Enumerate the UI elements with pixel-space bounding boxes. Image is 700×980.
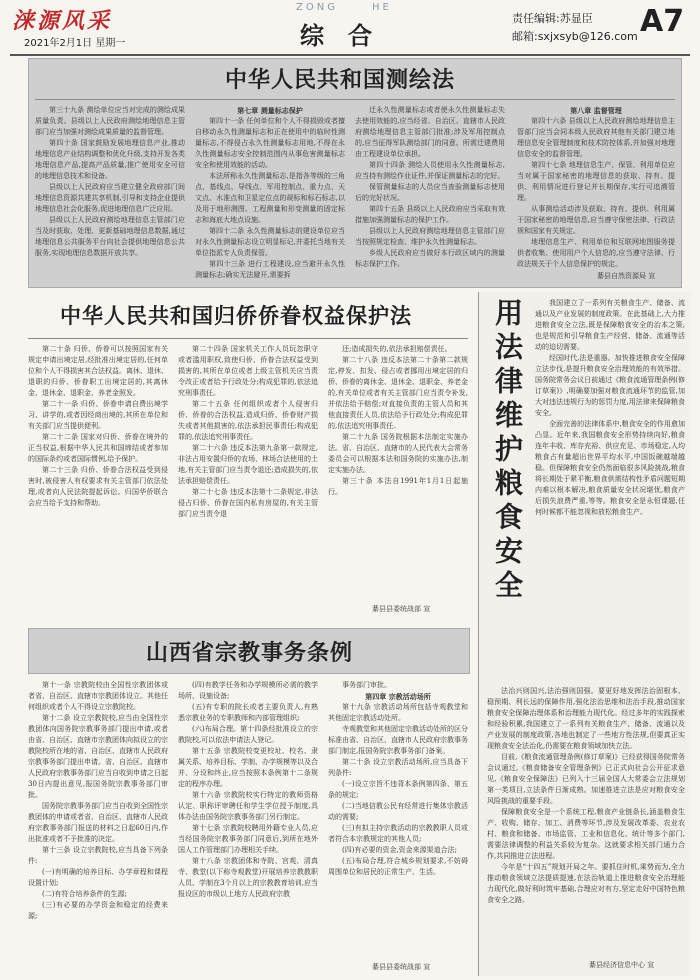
article-title: 中华人民共和国归侨侨眷权益保护法 bbox=[60, 303, 412, 328]
chapter-heading: 第四章 宗教活动场所 bbox=[365, 692, 431, 701]
article-column bbox=[195, 105, 345, 280]
paragraph: 迁永久性测量标志或者使永久性测量标志失去使用效能的,应当经省、自治区、直辖市人民政府测绘地理信息主管部门批准;涉及军用控制点的,应当征得军队测绘部门的同意。所需迁建费用由工程建设单位承担。 bbox=[355, 106, 505, 158]
article-source: 綦县县委统战部 宣 bbox=[372, 963, 431, 971]
article-title: 用法律维护粮食安全 bbox=[491, 298, 524, 604]
article-column bbox=[517, 105, 675, 270]
article-source: 綦县经济信息中心 宣 bbox=[589, 961, 655, 969]
page-number: A7 bbox=[640, 4, 685, 39]
article-column bbox=[178, 344, 318, 614]
article-title: 山西省宗教事务条例 bbox=[146, 640, 354, 666]
paragraph: 地理信息生产、利用单位和互联网地图服务提供者收集、使用用户个人信息的,应当遵守法律、行政法规关于个人信息保护的规定。 bbox=[517, 238, 675, 268]
paragraph: 第四十七条 地理信息生产、保管、利用单位应当对属于国家秘密的地理信息的获取、持有、提供、利用情况进行登记并长期保存,实行可追溯管理。 bbox=[517, 161, 675, 202]
article-column bbox=[328, 680, 468, 952]
paragraph: (二)有符合培养条件的生源; bbox=[42, 890, 127, 898]
paragraph: 第十七条 宗教院校聘用外籍专业人员,应当经国务院宗教事务部门同意后,到所在地外国人工作管理部门办理相关手续。 bbox=[178, 824, 318, 854]
article-column bbox=[35, 105, 185, 280]
masthead-pinyin-right: HE bbox=[372, 2, 392, 13]
paragraph: 第二十条 设立宗教活动场所,应当具备下列条件: bbox=[328, 758, 468, 777]
paragraph: 法治兴则国兴,法治强则国强。要更好地发挥法治固根本、稳预期、利长远的保障作用,强化法治思维和法治手段,推动国家粮食安全保障治理体系和治理能力现代化。经过多年的实践探索和经验积累,我国建立了一系列有关粮食生产、储备、流通以及产业发展的制度政策,各地也制定了一些地方性法规,但要真正实现粮食安全法治化,仍需要在粮食领域加快立法。 bbox=[487, 687, 685, 750]
paragraph: 保障粮食安全是一个系统工程,粮食产业链条长,涵盖粮食生产、收购、储存、加工、消费等环节,涉及发展改革委、农业农村、粮食和储备、市场监管、工业和信息化、统计等多个部门,需要法律调整的利益关系较为复杂。这就要求相关部门通力合作,共同推进立法进程。 bbox=[487, 808, 685, 860]
paragraph: 保管测量标志的人员应当查验测量标志使用后的完好状况。 bbox=[355, 183, 505, 202]
paragraph: 第十三条 设立宗教院校,应当具备下列条件: bbox=[28, 846, 168, 865]
paragraph: 我国建立了一系列有关粮食生产、储备、流通以及产业发展的制度政策。在此基础上,大力推进粮食安全立法,既是保障粮食安全的治本之策,也是规范和引导粮食生产经营、储备、流通等活动的迫切需要。 bbox=[535, 299, 685, 351]
article-column bbox=[535, 298, 685, 678]
paragraph: (一)有明确的培养目标、办学章程和课程设置计划; bbox=[28, 868, 168, 887]
paragraph: 第四十五条 县级以上人民政府应当采取有效措施加强测量标志的保护工作。 bbox=[355, 205, 505, 224]
paragraph: 还;造成损失的,依法承担赔偿责任。 bbox=[342, 345, 452, 353]
paragraph: 第二十七条 违反本法第十二条规定,非法侵占归侨、侨眷在国内私有房屋的,有关主管部门应当责令退 bbox=[178, 488, 318, 518]
article-column bbox=[28, 344, 168, 614]
paragraph: 第二十一条 归侨、侨眷申请自费出境学习、讲学的,或者因经商出境的,其所在单位和有关部门应当提供便利。 bbox=[28, 400, 168, 430]
chapter-heading: 第八章 监督管理 bbox=[570, 106, 622, 115]
paragraph: 第二十九条 国务院根据本法制定实施办法。省、自治区、直辖市的人民代表大会常务委员会可以根据本法和国务院的实施办法,制定实施办法。 bbox=[328, 433, 468, 474]
masthead-rule bbox=[10, 54, 690, 56]
title-rule bbox=[35, 99, 675, 100]
paragraph: 第四十条 国家鼓励发展地理信息产业,推动地理信息产业结构调整和优化升级,支持开发各类地理信息产品,提高产品质量,推广使用安全可信的地理信息技术和设备。 bbox=[35, 139, 185, 180]
article-survey-law bbox=[28, 58, 682, 288]
paragraph: (一)设立宗旨不违背本条例第四条、第五条的规定; bbox=[328, 780, 468, 799]
paragraph: 第二十六条 违反本法第九条第一款规定,非法占用安置归侨的农场、林场合法使用的土地,有关主管部门应当责令退还;造成损失的,依法承担赔偿责任。 bbox=[178, 444, 318, 485]
paragraph: (三)有拟主持宗教活动的宗教教职人员或者符合本宗教规定的其他人员; bbox=[328, 824, 468, 843]
paragraph: 从事测绘活动涉及获取、持有、提供、利用属于国家秘密的地理信息,应当遵守保密法律、行政法规和国家有关规定。 bbox=[517, 205, 675, 235]
paragraph: 第二十二条 国家对归侨、侨眷在境外的正当权益,根据中华人民共和国缔结或者参加的国际条约或者国际惯例,给予保护。 bbox=[28, 433, 168, 463]
paragraph: 县级以上人民政府测绘地理信息主管部门应当按照规定检查、维护永久性测量标志。 bbox=[355, 227, 505, 246]
article-column bbox=[178, 680, 318, 972]
section-title: 综合 bbox=[300, 21, 396, 50]
paragraph: 第二十三条 归侨、侨眷合法权益受到侵害时,被侵害人有权要求有关主管部门依法处理,或者向人民法院提起诉讼。归国华侨联合会应当给予支持和帮助。 bbox=[28, 466, 168, 507]
article-overseas-chinese-law bbox=[28, 290, 468, 620]
paragraph: 第四十六条 县级以上人民政府测绘地理信息主管部门应当会同本级人民政府其他有关部门建立地理信息安全管理制度和技术防控体系,并加强对地理信息安全的监督管理。 bbox=[517, 117, 675, 158]
masthead-logo: 涞源风采 bbox=[12, 8, 113, 34]
article-column bbox=[328, 344, 468, 594]
article-column bbox=[355, 105, 505, 280]
article-source: 綦县县委统战部 宣 bbox=[372, 605, 431, 613]
masthead-pinyin-left: ZONG bbox=[296, 2, 338, 13]
paragraph: 第二十四条 国家机关工作人员玩忽职守或者滥用职权,致使归侨、侨眷合法权益受到损害的,其所在单位或者上级主管机关应当责令改正或者给予行政处分;构成犯罪的,依法追究刑事责任。 bbox=[178, 345, 318, 397]
paragraph: 县级以上人民政府测绘地理信息主管部门应当及时获取、处理、更新基础地理信息数据,通过地理信息公共服务平台向社会提供地理信息公共服务,实现地理信息数据开放共享。 bbox=[35, 216, 185, 257]
paragraph: 第十六条 宗教院校实行特定的教师资格认定、职称评审聘任和学生学位授予制度,具体办法由国务院宗教事务部门另行制定。 bbox=[178, 791, 318, 821]
paragraph: 事务部门审批。 bbox=[342, 681, 391, 689]
paragraph: 第三十九条 测绘单位应当对完成的测绘成果质量负责。县级以上人民政府测绘地理信息主管部门应当加强对测绘成果质量的监督管理。 bbox=[35, 106, 185, 136]
editor-email: 邮箱:sxjxsyb@126.com bbox=[512, 30, 638, 43]
paragraph: 今年是“十四五”规划开局之年。要抓住时机,乘势而为,全力推动粮食领域立法提质提速,在法治轨道上推进粮食安全治理能力现代化,做好利时筑牢基础,合理应对有方,坚定走好中国特色粮食安全之路。 bbox=[487, 863, 685, 904]
paragraph: 第十一条 宗教院校由全国性宗教团体或者省、自治区、直辖市宗教团体设立。其他任何组织或者个人不得设立宗教院校。 bbox=[28, 681, 168, 711]
paragraph: 第十二条 设立宗教院校,应当由全国性宗教团体向国务院宗教事务部门提出申请,或者由省、自治区、直辖市宗教团体向拟设立的宗教院校所在地的省、自治区、直辖市人民政府宗教事务部门提出申请。省、自治区、直辖市人民政府宗教事务部门应当自收到申请之日起30日内提出意见,报国务院宗教事务部门审批。 bbox=[28, 714, 168, 799]
paragraph: 县级以上人民政府应当建立健全政府部门间地理信息资源共建共享机制,引导和支持企业提供地理信息社会化服务,促进地理信息广泛应用。 bbox=[35, 183, 185, 213]
paragraph: 第四十四条 测绘人员使用永久性测量标志,应当持有测绘作业证件,并保证测量标志的完好。 bbox=[355, 161, 505, 180]
paragraph: 国务院宗教事务部门应当自收到全国性宗教团体的申请或者省、自治区、直辖市人民政府宗教事务部门报送的材料之日起60日内,作出批准或者不予批准的决定。 bbox=[28, 802, 168, 843]
paragraph: 第二十八条 违反本法第二十条第二款规定,停发、扣发、侵占或者挪用出境定居的归侨、侨眷的离休金、退休金、退职金、养老金的,有关单位或者有关主管部门应当责令补发,并依法给予赔偿;对直接负责的主管人员和其他直接责任人员,依法给予行政处分;构成犯罪的,依法追究刑事责任。 bbox=[328, 356, 468, 430]
paragraph: 第十九条 宗教活动场所包括寺观教堂和其他固定宗教活动处所。 bbox=[328, 703, 468, 722]
article-food-security bbox=[478, 292, 691, 976]
paragraph: 第十八条 宗教团体和寺院、宫观、清真寺、教堂(以下称寺观教堂)开展培养宗教教职人员、学制在3个月以上的宗教教育培训,应当报设区的市级以上地方人民政府宗教 bbox=[178, 857, 318, 898]
paragraph: 经国时代,法是重器。加快推进粮食安全保障立法步伐,是提升粮食安全治理效能的有效举措。国务院常务会议日前通过《粮食流通管理条例(修订草案)》,明确要加强对粮食流通环节的监管,加大对违法违规行为的惩罚力度,用法律来保障粮食安全。 bbox=[535, 354, 685, 417]
paragraph: 寺观教堂和其他固定宗教活动处所的区分标准由省、自治区、直辖市人民政府宗教事务部门制定,报国务院宗教事务部门备案。 bbox=[328, 725, 468, 755]
title-rule bbox=[28, 338, 468, 339]
paragraph: (五)布局合理,符合城乡规划要求,不妨碍周围单位和居民的正常生产、生活。 bbox=[328, 857, 468, 876]
paragraph: 第二十五条 任何组织或者个人侵害归侨、侨眷的合法权益,造成归侨、侨眷财产损失或者其他损害的,依法承担民事责任;构成犯罪的,依法追究刑事责任。 bbox=[178, 400, 318, 441]
paragraph: 第十五条 宗教院校变更校址、校名、隶属关系、培养目标、学制、办学规模等以及合并、分设和终止,应当按照本条例第十二条规定的程序办理。 bbox=[178, 747, 318, 788]
paragraph: 第三十条 本法自1991年1月1日起施行。 bbox=[328, 477, 468, 496]
paragraph: 第四十二条 永久性测量标志的建设单位应当对永久性测量标志设立明显标记,并委托当地有关单位指派专人负责保管。 bbox=[195, 227, 345, 257]
paragraph: 第二十条 归侨、侨眷可以按照国家有关规定申请出境定居,经批准出境定居的,任何单位和个人不得损害其合法权益。离休、退休、退职的归侨、侨眷职工出境定居的,其离休金、退休金、退职金、养老金照发。 bbox=[28, 345, 168, 397]
paragraph: (四)有教学任务和办学规模所必需的教学场所、设施设备; bbox=[178, 681, 318, 700]
editor-credit: 责任编辑:苏显臣 bbox=[512, 12, 593, 25]
paragraph: 乡级人民政府应当做好本行政区域内的测量标志保护工作。 bbox=[355, 249, 505, 268]
paragraph: 第四十一条 任何单位和个人不得损毁或者擅自移动永久性测量标志和正在使用中的临时性测量标志,不得侵占永久性测量标志用地,不得在永久性测量标志安全控制范围内从事危害测量标志安全和使用效能的活动。 bbox=[195, 117, 345, 169]
article-religious-affairs bbox=[28, 628, 468, 978]
paragraph: 目前,《粮食流通管理条例(修订草案)》已经获得国务院常务会议通过,《粮食储备安全管理条例》已正式向社会公开征求意见,《粮食安全保障法》已列入十三届全国人大常委会立法规划第一类项目,立法条件日渐成熟。加速推进立法是应对粮食安全风险挑战的重要手段。 bbox=[487, 753, 685, 805]
chapter-heading: 第七章 测量标志保护 bbox=[237, 106, 303, 115]
article-title: 中华人民共和国测绘法 bbox=[225, 67, 456, 93]
masthead-date: 2021年2月1日 星期一 bbox=[24, 38, 126, 49]
article-column bbox=[487, 686, 685, 956]
article-column bbox=[28, 680, 168, 972]
paragraph: 本法所称永久性测量标志,是指各等级的三角点、基线点、导线点、军用控制点、重力点、天文点、水准点和卫星定位点的觇标和标石标志,以及用于地形测图、工程测量和形变测量的固定标志和海底大地点设施。 bbox=[195, 172, 345, 224]
paragraph: 全面完善的法律体系中,粮食安全的作用愈加凸显。近年来,我国粮食安全形势持续向好,粮食连年丰收、库存充裕、供应充足、市场稳定,人均粮食占有量超出世界平均水平,中国饭碗越端越稳。但保障粮食安全仍然面临很多风险挑战,粮食将长期处于紧平衡,粮食供需结构性矛盾问题短期内难以根本解决,粮食质量安全状况堪忧,粮食产后损失浪费严重,等等。粮食安全是永恒课题,任何时候都不能忽视和放松粮食生产。 bbox=[535, 420, 685, 516]
paragraph: (三)有必要的办学资金和稳定的经费来源; bbox=[28, 901, 168, 920]
paragraph: 第四十三条 进行工程建设,应当避开永久性测量标志;确实无法避开,需要拆 bbox=[195, 260, 345, 279]
paragraph: (四)有必要的资金,资金来源渠道合法; bbox=[342, 846, 458, 854]
paragraph: (二)当地信教公民有经常进行集体宗教活动的需要; bbox=[328, 802, 468, 821]
article-source: 綦县自然资源局 宣 bbox=[597, 272, 656, 280]
paragraph: (五)有专职的院长或者主要负责人,有熟悉宗教业务的专职教师和内部管理组织; bbox=[178, 703, 318, 722]
paragraph: (六)布局合理。第十四条经批准设立的宗教院校,可以依法申请法人登记。 bbox=[178, 725, 318, 744]
